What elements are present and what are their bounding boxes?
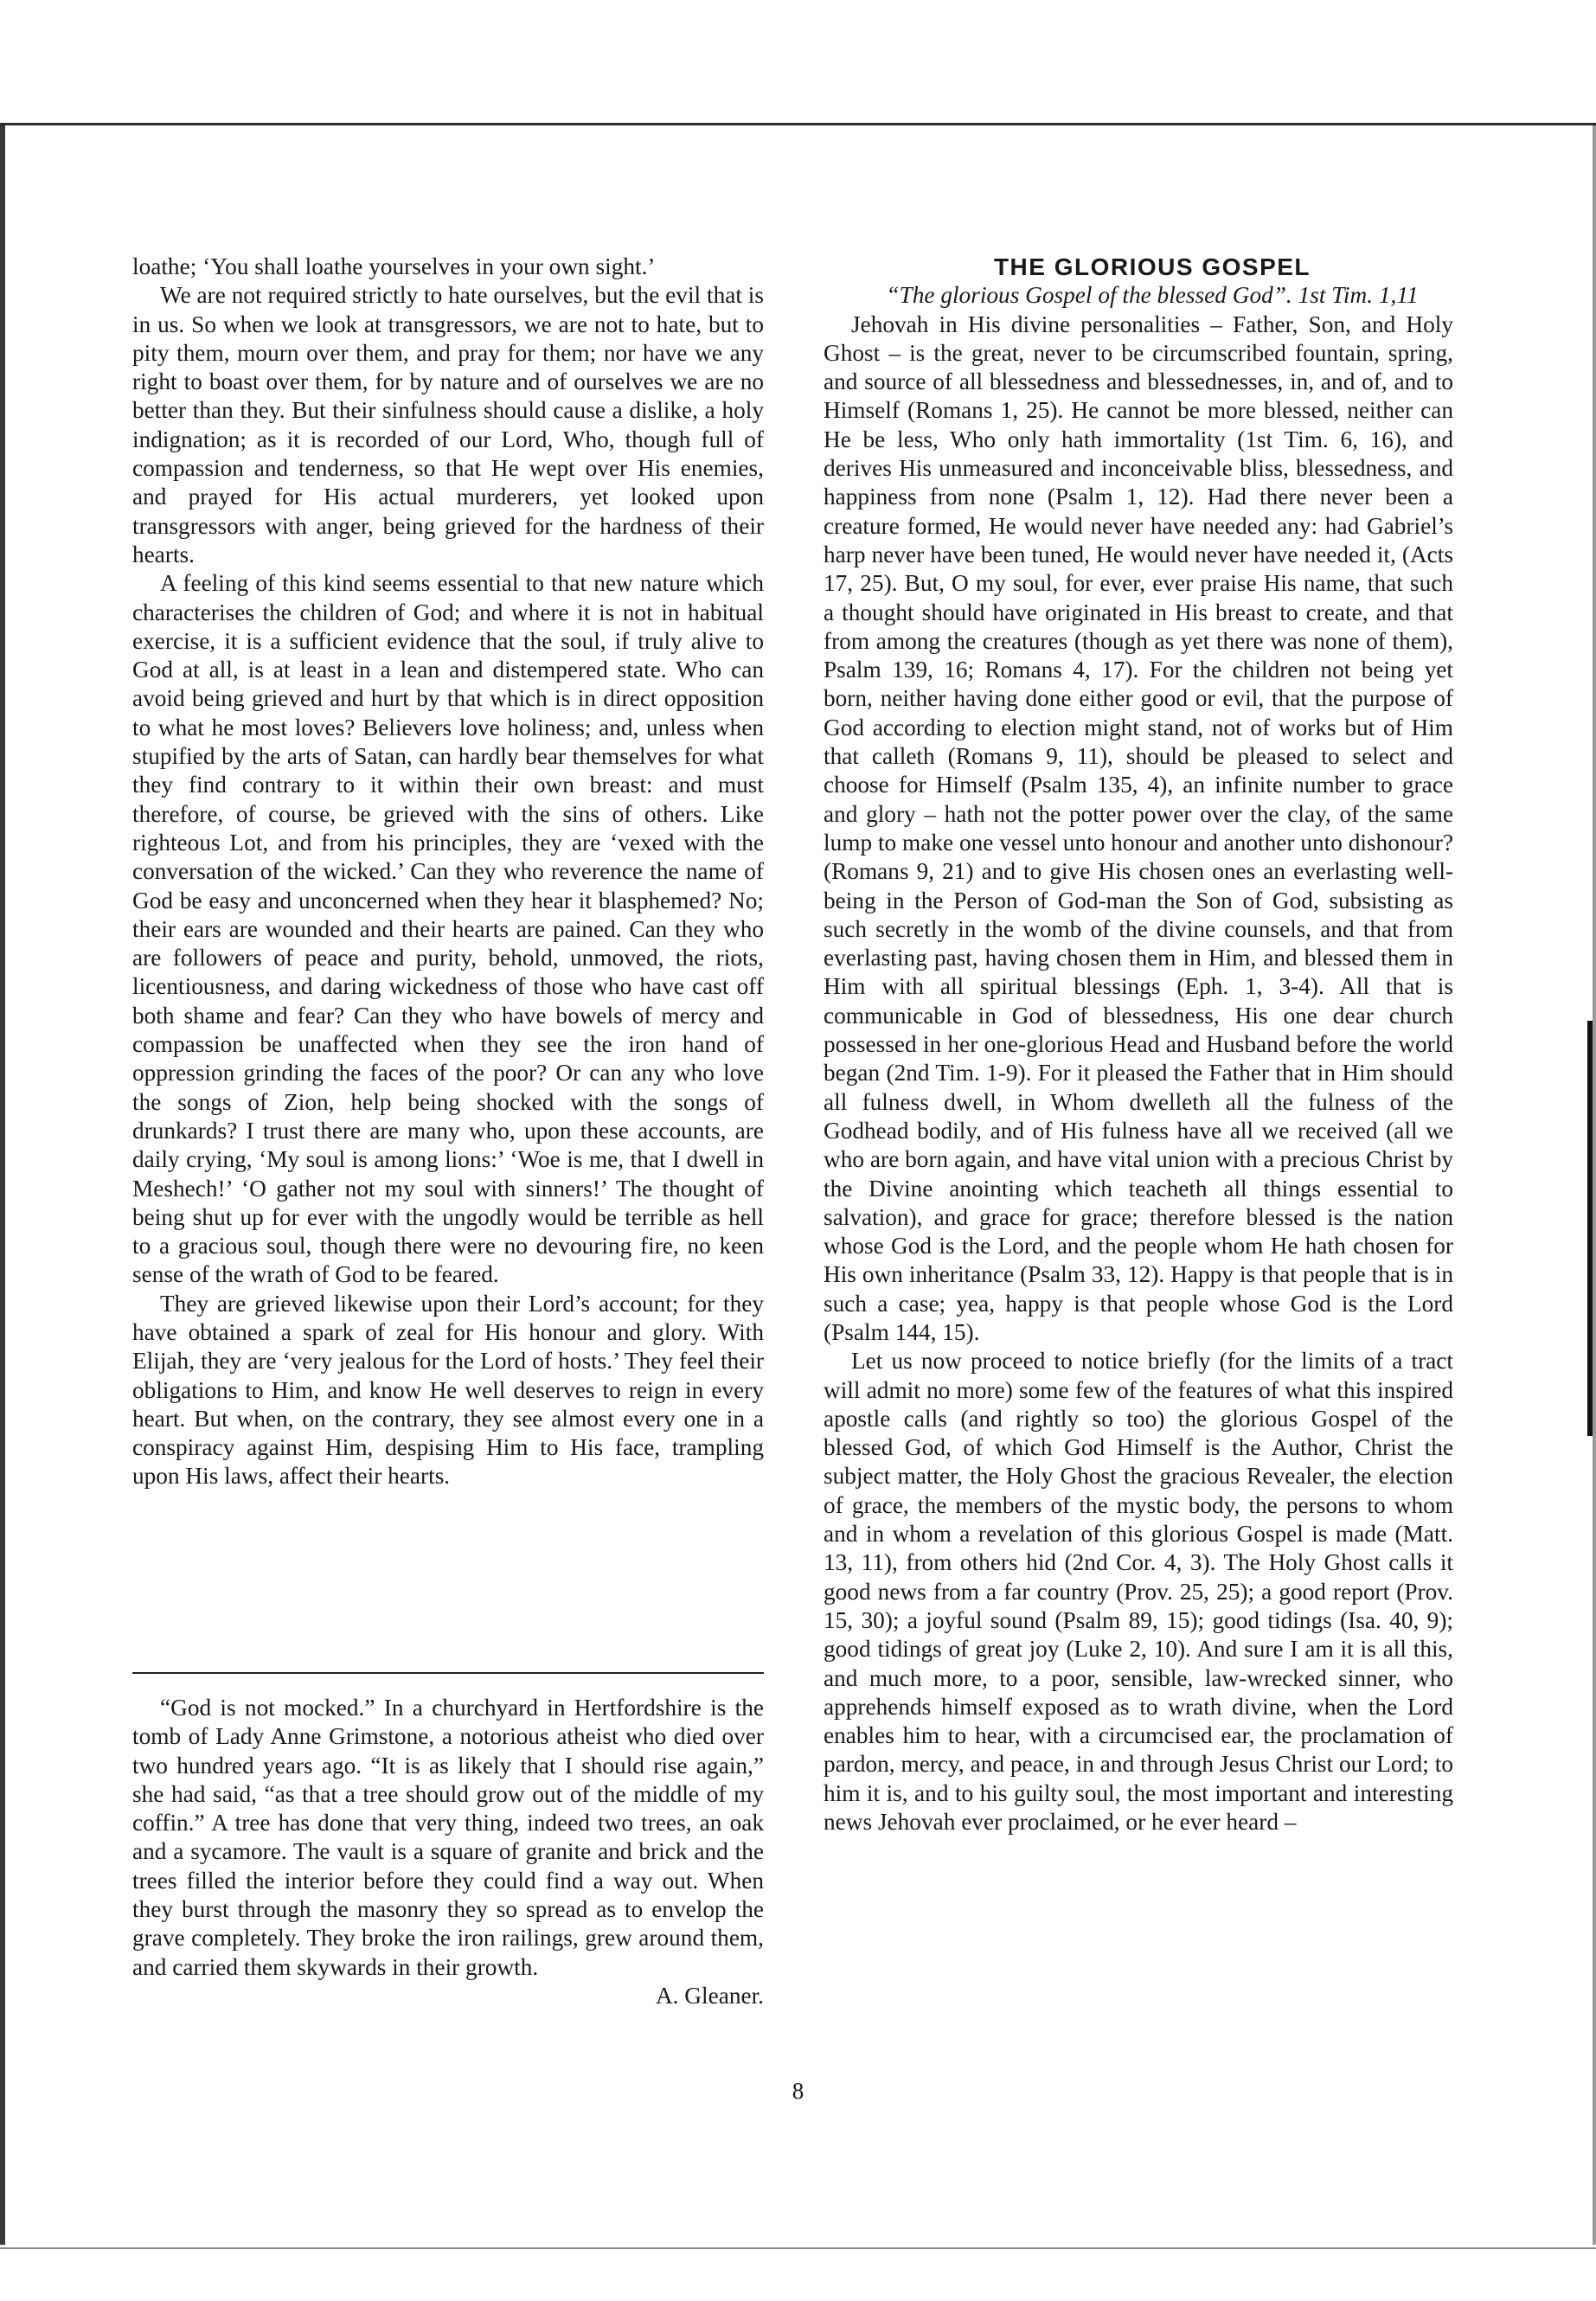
scan-bottom-edge (0, 2247, 1596, 2249)
page-number: 8 (792, 2078, 804, 2104)
paragraph: loathe; ‘You shall loathe yourselves in your own sight.’ (132, 253, 656, 279)
epigraph: “The glorious Gospel of the blessed God”. 1st Tim. 1,11 (886, 282, 1419, 309)
gleaner-article (132, 1694, 764, 2010)
scan-right-shadow (1587, 1021, 1593, 1436)
left-column (132, 253, 764, 1491)
article-title: THE GLORIOUS GOSPEL (993, 253, 1311, 280)
scan-top-margin (0, 0, 1596, 125)
paragraph: They are grieved likewise upon their Lord’s account; for they have obtained a spark of zeal for His honour and glory. With Elijah, they are ‘very jealous for the Lord of hosts.’ They feel their obligations to Him, and know He well deserves to reign in every heart. But when, on the contrary, they see almost every one in a conspiracy against Him, despising Him to His face, trampling upon His laws, affect their hearts. (132, 1290, 764, 1490)
paragraph: We are not required strictly to hate ourselves, but the evil that is in us. So when we look at transgressors, we are not to hate, but to pity them, mourn over them, and pray for them; nor have we any right to boast over them, for by nature and of ourselves we are no better than they. But their sinfulness should cause a dislike, a holy indignation; as it is recorded of our Lord, Who, though full of compassion and tenderness, so that He wept over His enemies, and prayed for His actual murderers, yet looked upon transgressors with anger, being grieved for the hardness of their hearts. (132, 282, 764, 567)
paragraph: “God is not mocked.” In a churchyard in Hertfordshire is the tomb of Lady Anne Grimstone, a notorious atheist who died over two hundred years ago. “It is as likely that I should rise again,” she had said, “as that a tree should grow out of the middle of my coffin.” A tree has done that very thing, indeed two trees, an oak and a sycamore. The vault is a square of granite and brick and the trees filled the interior before they could find a way out. When they burst through the masonry they so spread as to envelop the grave completely. They broke the iron railings, grew around them, and carried them skywards in their growth. (132, 1695, 764, 1980)
section-divider (132, 1672, 764, 1674)
right-column (824, 253, 1453, 1836)
paragraph: Let us now proceed to notice briefly (for the limits of a tract will admit no more) some few of the features of what this inspired apostle calls (and rightly so too) the glorious Gospel of the blessed God, of which God Himself is the Author, Christ the subject matter, the Holy Ghost the gracious Revealer, the election of grace, the members of the mystic body, the persons to whom and in whom a revelation of this glorious Gospel is made (Matt. 13, 11), from others hid (2nd Cor. 4, 3). The Holy Ghost calls it good news from a far country (Prov. 25, 25); a good report (Prov. 15, 30); a joyful sound (Psalm 89, 15); good tidings (Isa. 40, 9); good tidings of great joy (Luke 2, 10). And sure I am it is all this, and much more, to a poor, sensible, law-wrecked sinner, who apprehends himself exposed as to wrath divine, when the Lord enables him to hear, with a circumcised ear, the proclamation of pardon, mercy, and peace, in and through Jesus Christ our Lord; to him it is, and to his guilty soul, the most important and interesting news Jehovah ever proclaimed, or he ever heard – (824, 1348, 1453, 1836)
scan-right-edge (1593, 125, 1596, 2245)
author-signature: A. Gleaner. (655, 1982, 764, 2009)
paragraph: Jehovah in His divine personalities – Father, Son, and Holy Ghost – is the great, never to be circumscribed fountain, spring, and source of all blessedness and blessednesses, in, and of, and to Himself (Romans 1, 25). He cannot be more blessed, neither can He be less, Who only hath immortality (1st Tim. 6, 16), and derives His unmeasured and inconceivable bliss, blessedness, and happiness from none (Psalm 1, 12). Had there never been a creature formed, He would never have needed any: had Gabriel’s harp never have been tuned, He would never have needed it, (Acts 17, 25). But, O my soul, for ever, ever praise His name, that such a thought should have originated in His breast to create, and that from among the creatures (though as yet there was none of them), Psalm 139, 16; Romans 4, 17). For the children not being yet born, neither having done either good or evil, that the purpose of God according to election might stand, not of works but of Him that calleth (Romans 9, 11), should be pleased to select and choose for Himself (Psalm 135, 4), an infinite number to grace and glory – hath not the potter power over the clay, of the same lump to make one vessel unto honour and another unto dishonour? (Romans 9, 21) and to give His chosen ones an everlasting well-being in the Person of God-man the Son of God, subsisting as such secretly in the womb of the divine counsels, and that from everlasting past, having chosen them in Him, and blessed them in Him with all spiritual blessings (Eph. 1, 3-4). All that is communicable in God of blessedness, His one dear church possessed in her one-glorious Head and Husband before the world began (2nd Tim. 1-9). For it pleased the Father that in Him should all fulness dwell, in Whom dwelleth all the fulness of the Godhead bodily, and of His fulness have all we received (all we who are born again, and have vital union with a precious Christ by the Divine anointing which teacheth all things essential to salvation), and grace for grace; therefore blessed is the nation whose God is the Lord, and the people whom He hath chosen for His own inheritance (Psalm 33, 12). Happy is that people that is in such a case; yea, happy is that people whose God is the Lord (Psalm 144, 15). (824, 311, 1453, 1345)
paragraph: A feeling of this kind seems essential to that new nature which characterises the children of God; and where it is not in habitual exercise, it is a sufficient evidence that the soul, if truly alive to God at all, is at least in a lean and distempered state. Who can avoid being grieved and hurt by that which is in direct opposition to what he most loves? Believers love holiness; and, unless when stupified by the arts of Satan, can hardly bear themselves for what they find contrary to it within their own breast: and must therefore, of course, be grieved with the sins of others. Like righteous Lot, and from his principles, they are ‘vexed with the conversation of the wicked.’ Can they who reverence the name of God be easy and unconcerned when they hear it blasphemed? No; their ears are wounded and their hearts are pained. Can they who are followers of peace and purity, behold, unmoved, the riots, licentiousness, and daring wickedness of those who have cast off both shame and fear? Can they who have bowels of mercy and compassion be unaffected when they see the iron hand of oppression grinding the faces of the poor? Or can any who love the songs of Zion, help being shocked with the songs of drunkards? I trust there are many who, upon these accounts, are daily crying, ‘My soul is among lions:’ ‘Woe is me, that I dwell in Meshech!’ ‘O gather not my soul with sinners!’ The thought of being shut up for ever with the ungodly would be terrible as hell to a gracious soul, though there were no devouring fire, no keen sense of the wrath of God to be feared. (132, 570, 764, 1288)
scan-left-edge (0, 125, 5, 2245)
